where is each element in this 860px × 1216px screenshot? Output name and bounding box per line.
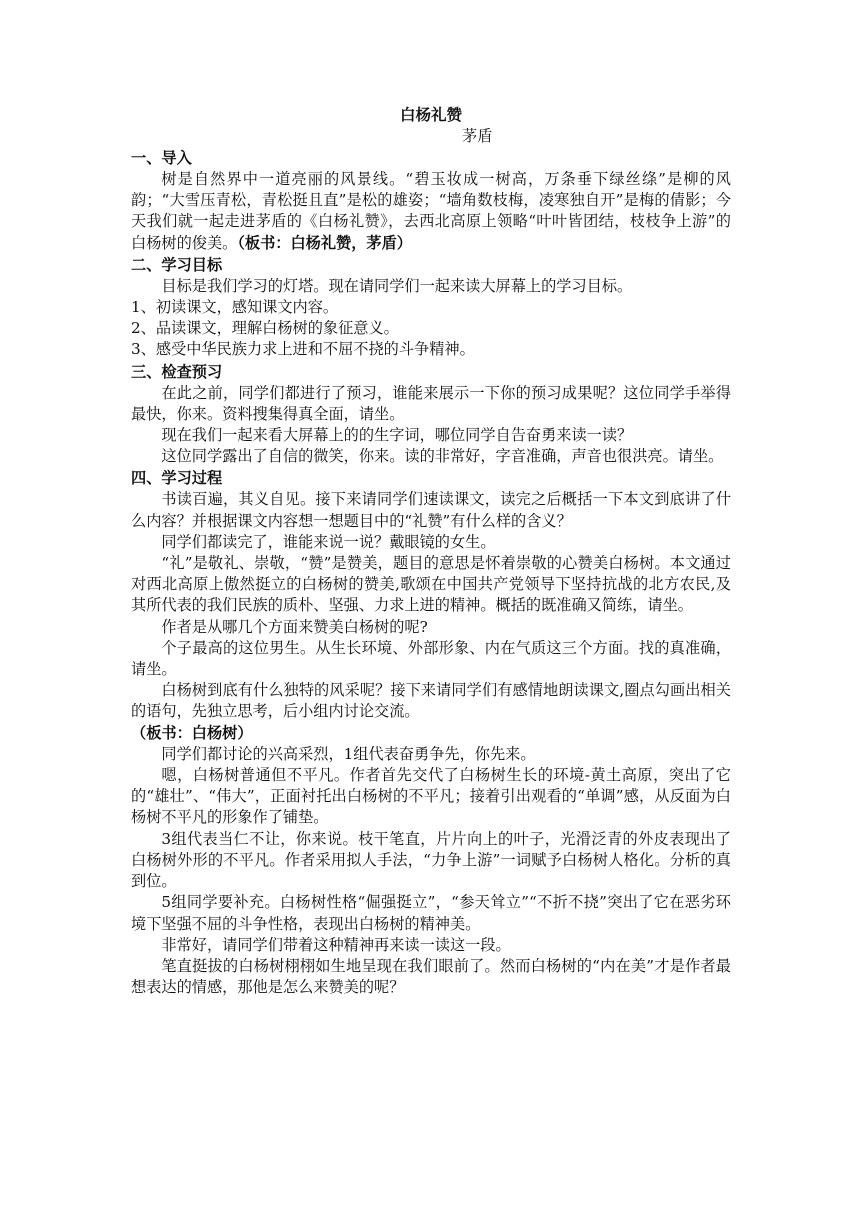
document-page: [131, 104, 731, 998]
document-title: 白杨礼赞: [399, 106, 462, 124]
paragraph: 作者是从哪几个方面来赞美白杨树的呢?: [161, 617, 428, 636]
paragraph: 嗯，白杨树普通但不平凡。作者首先交代了白杨树生长的环境-黄土高原，突出了它的“雄壮”、“伟大”，正面衬托出白杨树的不平凡；接着引出观看的“单调”感，从反面为白杨树不平凡的形象作了铺垫。: [131, 766, 731, 827]
section-heading-preview: 三、检查预习: [131, 362, 223, 381]
list-item: 2、品读课文，理解白杨树的象征意义。: [131, 319, 399, 338]
paragraph: 非常好，请同学们带着这种精神再来读一读这一段。: [161, 935, 511, 954]
paragraph: 个子最高的这位男生。从生长环境、外部形象、内在气质这三个方面。找的真准确，请坐。: [131, 638, 731, 679]
list-item: 1、初读课文，感知课文内容。: [131, 298, 339, 317]
section-heading-intro: 一、导入: [131, 149, 192, 167]
paragraph: 目标是我们学习的灯塔。现在请同学们一起来读大屏幕上的学习目标。: [161, 276, 633, 295]
paragraph: [131, 169, 731, 254]
board-note: （板书：白杨礼赞，茅盾）: [237, 233, 412, 252]
paragraph: 这位同学露出了自信的微笑，你来。读的非常好，字音准确，声音也很洪亮。请坐。: [161, 447, 724, 466]
paragraph: 同学们都读完了，谁能来说一说？戴眼镜的女生。: [161, 532, 496, 551]
section-heading-process: 四、学习过程: [131, 469, 223, 488]
document-author: 茅盾: [462, 127, 493, 145]
paragraph: 书读百遍，其义自见。接下来请同学们速读课文，读完之后概括一下本文到底讲了什么内容？并根据课文内容想一想题目中的“礼赞”有什么样的含义？: [131, 490, 731, 530]
paragraph: 3组代表当仁不让，你来说。枝干笔直，片片向上的叶子，光滑泛青的外皮表现出了白杨树外形的不平凡。作者采用拟人手法，“力争上游”一词赋予白杨树人格化。分析的真到位。: [131, 829, 731, 891]
paragraph: “礼”是敬礼、崇敬，“赞”是赞美，题目的意思是怀着崇敬的心赞美白杨树。本文通过对西北高原上傲然挺立的白杨树的赞美,歌颂在中国共产党领导下坚持抗战的北方农民,及其所代表的我们民族的质朴、坚强、力求上进的精神。概括的既准确又简练，请坐。: [131, 554, 731, 615]
paragraph-text: 树是自然界中一道亮丽的风景线。“碧玉妆成一树高，万条垂下绿丝绦”是柳的风韵；“大雪压青松，青松挺且直”是松的雄姿；“墙角数枝梅，凌寒独自开”是梅的倩影；今天我们就一起走进茅盾的《白杨礼赞》，去西北高原上领略“叶叶皆团结，枝枝争上游”的白杨树的俊美。: [131, 170, 731, 252]
list-item: 3、感受中华民族力求上进和不屈不挠的斗争精神。: [131, 340, 475, 359]
paragraph: 白杨树到底有什么独特的风采呢？接下来请同学们有感情地朗读课文,圈点勾画出相关的语句，先独立思考，后小组内讨论交流。: [131, 681, 731, 721]
section-heading-goals: 二、学习目标: [131, 255, 223, 274]
paragraph: 在此之前，同学们都进行了预习，谁能来展示一下你的预习成果呢？这位同学手举得最快，你来。资料搜集得真全面，请坐。: [131, 383, 731, 423]
paragraph: 同学们都讨论的兴高采烈，1组代表奋勇争先，你先来。: [161, 744, 536, 763]
board-note: （板书：白杨树）: [131, 723, 253, 742]
paragraph: 现在我们一起来看大屏幕上的的生字词，哪位同学自告奋勇来读一读？: [161, 426, 633, 445]
paragraph: 笔直挺拔的白杨树栩栩如生地呈现在我们眼前了。然而白杨树的“内在美”才是作者最想表达的情感，那他是怎么来赞美的呢？: [131, 956, 731, 997]
paragraph: 5组同学要补充。白杨树性格“倔强挺立”，“参天耸立”“不折不挠”突出了它在恶劣环境下坚强不屈的斗争性格，表现出白杨树的精神美。: [131, 893, 731, 933]
